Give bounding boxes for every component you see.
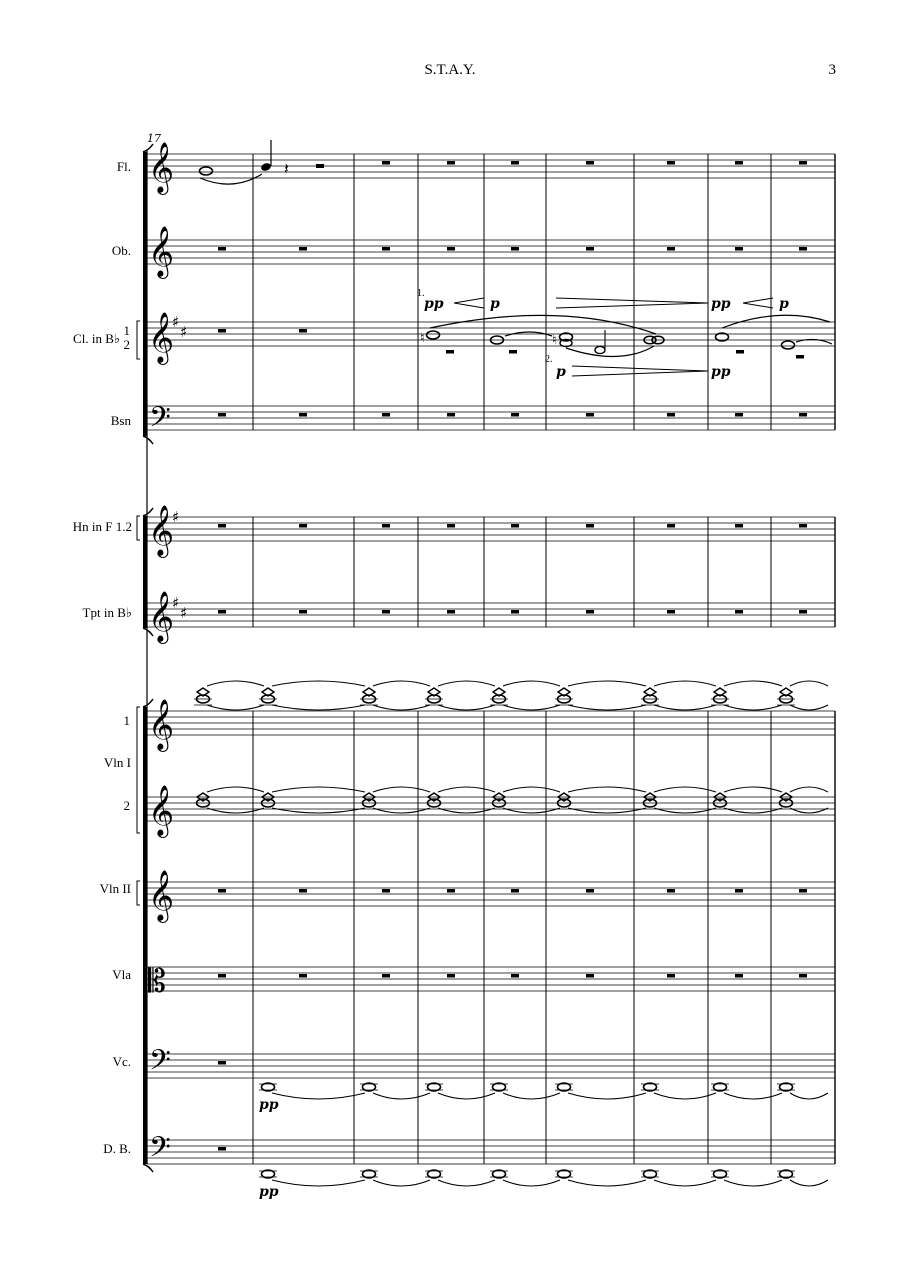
whole-rest bbox=[667, 247, 675, 251]
label-cello: Vc. bbox=[112, 1054, 131, 1069]
bass-dynamic-pp: pp bbox=[259, 1184, 279, 1200]
whole-rest bbox=[447, 247, 455, 251]
sharp-icon: ♯ bbox=[172, 313, 180, 331]
sharp-icon: ♯ bbox=[180, 604, 188, 622]
page-title: S.T.A.Y. bbox=[424, 62, 476, 78]
page-number: 3 bbox=[828, 62, 836, 78]
tie bbox=[654, 705, 716, 710]
treble-clef-icon: 𝄞 bbox=[148, 142, 175, 193]
whole-rest bbox=[218, 524, 226, 528]
staff bbox=[147, 1054, 835, 1078]
sharp-icon: ♯ bbox=[172, 508, 180, 526]
whole-rest bbox=[511, 413, 519, 417]
tie bbox=[207, 787, 264, 792]
whole-rest bbox=[511, 974, 519, 978]
staff bbox=[147, 1140, 835, 1164]
tie bbox=[790, 787, 828, 792]
whole-rest bbox=[447, 889, 455, 893]
whole-rest bbox=[447, 974, 455, 978]
whole-rest bbox=[218, 974, 226, 978]
alto-clef-icon: 𝄡 bbox=[148, 962, 166, 1000]
whole-rest bbox=[586, 974, 594, 978]
tie bbox=[503, 681, 560, 686]
tie bbox=[373, 1180, 430, 1186]
whole-note bbox=[427, 331, 440, 339]
key-signatures bbox=[172, 313, 187, 622]
whole-rest bbox=[218, 247, 226, 251]
quarter-note bbox=[260, 162, 272, 172]
tie bbox=[503, 1093, 560, 1099]
staff bbox=[147, 711, 835, 735]
whole-rest bbox=[586, 610, 594, 614]
clefs bbox=[148, 142, 174, 1171]
whole-rest bbox=[735, 889, 743, 893]
whole-rest bbox=[799, 524, 807, 528]
label-clarinet-part-1: 1 bbox=[123, 323, 130, 338]
whole-rest bbox=[511, 889, 519, 893]
tie bbox=[568, 1180, 646, 1186]
treble-clef-icon: 𝄞 bbox=[148, 699, 175, 750]
label-clarinet: Cl. in B♭ bbox=[73, 331, 120, 346]
barlines bbox=[253, 154, 835, 1164]
treble-clef-icon: 𝄞 bbox=[148, 226, 175, 277]
tie bbox=[373, 705, 430, 710]
whole-note bbox=[782, 341, 795, 349]
tie bbox=[724, 705, 782, 710]
whole-rest bbox=[586, 413, 594, 417]
sharp-icon: ♯ bbox=[180, 323, 188, 341]
whole-rest bbox=[735, 247, 743, 251]
whole-rest bbox=[382, 974, 390, 978]
tie bbox=[503, 787, 560, 792]
whole-rest bbox=[586, 889, 594, 893]
whole-rest bbox=[667, 161, 675, 165]
violin-1-harmonics bbox=[194, 681, 828, 813]
staff bbox=[147, 240, 835, 264]
tie bbox=[503, 1180, 560, 1186]
whole-rest bbox=[299, 524, 307, 528]
tie bbox=[790, 681, 828, 686]
natural-icon: ♮ bbox=[420, 331, 425, 346]
tie bbox=[654, 787, 716, 792]
whole-rest bbox=[799, 974, 807, 978]
staff bbox=[147, 603, 835, 627]
whole-rest bbox=[667, 889, 675, 893]
label-trumpet: Tpt in B♭ bbox=[82, 605, 132, 620]
decrescendo-hairpin bbox=[556, 298, 708, 308]
horn-subbracket bbox=[137, 516, 140, 540]
label-bassoon: Bsn bbox=[110, 413, 131, 428]
whole-rest bbox=[799, 889, 807, 893]
decrescendo-hairpin bbox=[572, 366, 708, 376]
whole-rest bbox=[218, 1147, 226, 1151]
whole-rest bbox=[299, 610, 307, 614]
whole-rest bbox=[735, 974, 743, 978]
volta-1: 1. bbox=[417, 288, 425, 299]
tie bbox=[790, 705, 828, 710]
tie bbox=[438, 705, 495, 710]
label-horn: Hn in F 1.2 bbox=[72, 519, 132, 534]
whole-rest bbox=[447, 610, 455, 614]
whole-rest bbox=[735, 161, 743, 165]
whole-rest bbox=[447, 161, 455, 165]
whole-rest bbox=[667, 413, 675, 417]
whole-rest bbox=[735, 610, 743, 614]
whole-rest bbox=[799, 413, 807, 417]
label-violin-1-part-1: 1 bbox=[123, 713, 130, 728]
label-viola: Vla bbox=[112, 967, 131, 982]
half-rest bbox=[316, 164, 324, 168]
staff bbox=[147, 882, 835, 906]
tie bbox=[568, 681, 646, 686]
half-note bbox=[595, 346, 605, 353]
whole-rest bbox=[447, 413, 455, 417]
whole-rest bbox=[586, 247, 594, 251]
treble-clef-icon: 𝄞 bbox=[148, 591, 175, 642]
treble-clef-icon: 𝄞 bbox=[148, 312, 175, 363]
whole-rest bbox=[299, 329, 307, 333]
measure-number: 17 bbox=[147, 132, 161, 145]
dynamic-p: p bbox=[490, 296, 500, 312]
whole-rest bbox=[667, 974, 675, 978]
tie bbox=[654, 681, 716, 686]
tie bbox=[438, 787, 495, 792]
whole-rest bbox=[382, 161, 390, 165]
tie bbox=[272, 1093, 365, 1099]
whole-rest bbox=[218, 610, 226, 614]
label-violin-1: Vln I bbox=[103, 755, 131, 770]
whole-rest bbox=[511, 524, 519, 528]
whole-rest bbox=[218, 1061, 226, 1065]
tie bbox=[654, 1180, 716, 1186]
treble-clef-icon: 𝄞 bbox=[148, 505, 175, 556]
whole-rest bbox=[299, 413, 307, 417]
quarter-rest-icon: 𝄽 bbox=[284, 159, 289, 178]
treble-clef-icon: 𝄞 bbox=[148, 870, 175, 921]
bass-clef-icon: 𝄢 bbox=[149, 401, 171, 441]
whole-rest bbox=[586, 524, 594, 528]
dynamic-pp: pp bbox=[424, 296, 444, 312]
natural-icon: ♮ bbox=[552, 333, 557, 348]
tie bbox=[438, 1093, 495, 1099]
violin-1-subbracket bbox=[137, 707, 140, 833]
tie bbox=[790, 1093, 828, 1099]
whole-rest bbox=[382, 524, 390, 528]
tie bbox=[272, 681, 365, 686]
tie bbox=[724, 1093, 782, 1099]
whole-rest bbox=[218, 413, 226, 417]
dynamic-pp: pp bbox=[711, 364, 731, 380]
volta-2: 2. bbox=[545, 354, 553, 365]
flute-notes bbox=[200, 140, 325, 184]
whole-rest bbox=[218, 329, 226, 333]
low-string-notes bbox=[259, 1083, 828, 1186]
tie bbox=[373, 681, 430, 686]
tie bbox=[724, 787, 782, 792]
dynamic-p: p bbox=[556, 364, 566, 380]
violin-2-subbracket bbox=[137, 881, 140, 905]
treble-clef-icon: 𝄞 bbox=[148, 785, 175, 836]
whole-rest bbox=[667, 610, 675, 614]
tie bbox=[790, 1180, 828, 1186]
label-violin-2: Vln II bbox=[99, 881, 131, 896]
whole-rest bbox=[382, 247, 390, 251]
label-clarinet-part-2: 2 bbox=[123, 337, 130, 352]
tie bbox=[373, 1093, 430, 1099]
tie bbox=[438, 1180, 495, 1186]
whole-rest bbox=[799, 161, 807, 165]
tie bbox=[207, 681, 264, 686]
whole-rest bbox=[382, 413, 390, 417]
whole-rest bbox=[799, 610, 807, 614]
whole-note bbox=[200, 167, 213, 175]
whole-rest bbox=[511, 161, 519, 165]
dynamic-pp: pp bbox=[711, 296, 731, 312]
clarinet-subbracket bbox=[137, 321, 140, 359]
staff bbox=[147, 967, 835, 991]
staff bbox=[147, 154, 835, 178]
cello-dynamic-pp: pp bbox=[259, 1097, 279, 1113]
whole-rest bbox=[735, 413, 743, 417]
label-double-bass: D. B. bbox=[103, 1141, 131, 1156]
bass-clef-icon: 𝄢 bbox=[149, 1131, 171, 1171]
tie bbox=[568, 705, 646, 710]
staff bbox=[147, 517, 835, 541]
whole-rest bbox=[586, 161, 594, 165]
whole-rest bbox=[299, 889, 307, 893]
label-flute: Fl. bbox=[116, 159, 131, 174]
tie bbox=[272, 1180, 365, 1186]
whole-rest bbox=[667, 524, 675, 528]
whole-rest bbox=[218, 889, 226, 893]
whole-rest bbox=[799, 247, 807, 251]
label-oboe: Ob. bbox=[111, 243, 131, 258]
whole-rest bbox=[299, 974, 307, 978]
tie bbox=[373, 787, 430, 792]
tie bbox=[438, 681, 495, 686]
whole-rest bbox=[735, 524, 743, 528]
staff bbox=[147, 406, 835, 430]
label-violin-1-part-2: 2 bbox=[123, 798, 130, 813]
tie bbox=[272, 705, 365, 710]
whole-rest bbox=[382, 889, 390, 893]
crescendo-hairpin bbox=[743, 298, 773, 308]
whole-rest bbox=[511, 247, 519, 251]
crescendo-hairpin bbox=[454, 298, 484, 308]
tie bbox=[724, 1180, 782, 1186]
dynamic-p: p bbox=[779, 296, 789, 312]
whole-rest bbox=[299, 247, 307, 251]
sharp-icon: ♯ bbox=[172, 594, 180, 612]
whole-rest bbox=[447, 524, 455, 528]
slur bbox=[430, 315, 656, 334]
whole-rest bbox=[511, 610, 519, 614]
tie bbox=[272, 787, 365, 792]
tie bbox=[724, 681, 782, 686]
tie bbox=[207, 705, 264, 710]
tie bbox=[503, 705, 560, 710]
bass-clef-icon: 𝄢 bbox=[149, 1044, 171, 1084]
whole-rest bbox=[382, 610, 390, 614]
strings-bracket bbox=[143, 699, 153, 1172]
tie bbox=[654, 1093, 716, 1099]
